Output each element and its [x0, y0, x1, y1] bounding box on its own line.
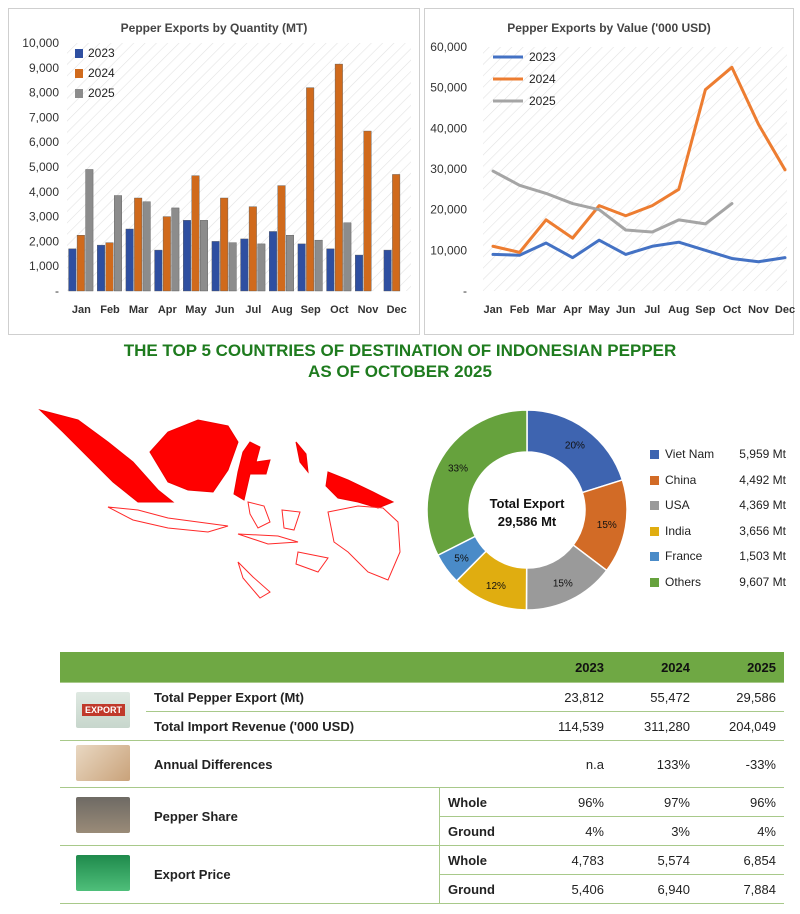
legend-label: France	[665, 549, 703, 563]
title-line: AS OF OCTOBER 2025	[308, 362, 492, 381]
sub-label: Ground	[440, 817, 527, 846]
legend-label: 2023	[529, 50, 556, 64]
quantity-chart-panel	[8, 8, 420, 335]
legend-item	[650, 497, 790, 515]
legend-swatch	[650, 527, 659, 536]
page-title	[0, 340, 800, 382]
legend-label: USA	[665, 498, 690, 512]
x-tick-label: Sep	[300, 304, 321, 316]
x-tick-label: Feb	[100, 304, 120, 316]
cell-value: 5,574	[612, 846, 698, 875]
cell-value: 5,406	[526, 875, 612, 904]
year-header: 2024	[612, 652, 698, 683]
bar	[220, 198, 228, 291]
legend-value: 4,492 Mt	[739, 472, 786, 487]
bar	[106, 243, 114, 291]
y-tick-label: 8,000	[28, 85, 59, 100]
bar	[335, 64, 343, 291]
line-chart	[425, 9, 796, 334]
bar	[86, 169, 94, 291]
legend-swatch	[650, 578, 659, 587]
x-tick-label: May	[588, 304, 610, 316]
table-row	[60, 741, 784, 788]
bar	[315, 240, 323, 291]
center-value: 29,586 Mt	[497, 514, 557, 529]
bar	[192, 176, 200, 291]
donut-chart	[422, 405, 632, 615]
legend-item	[650, 548, 790, 566]
bar	[229, 243, 237, 291]
y-tick-label: 3,000	[28, 209, 59, 224]
cell-value: 7,884	[698, 875, 784, 904]
cell-value: 204,049	[698, 712, 784, 741]
legend-label: China	[665, 472, 697, 487]
bar	[143, 202, 151, 291]
bar	[249, 207, 256, 291]
chart-title: Pepper Exports by Quantity (MT)	[120, 21, 308, 35]
share-thumbnail	[60, 788, 146, 846]
legend-value: 5,959 Mt	[739, 447, 786, 461]
cell-value: 29,586	[698, 683, 784, 712]
slice-percent-label: 15%	[596, 519, 617, 531]
bar	[163, 217, 171, 291]
row-label: Annual Differences	[146, 741, 526, 788]
x-tick-label: Jan	[483, 304, 503, 316]
slice-percent-label: 12%	[485, 580, 506, 592]
legend-label: India	[665, 523, 692, 538]
group-label: Export Price	[146, 846, 440, 904]
cell-value: n.a	[526, 741, 612, 788]
summary-table	[60, 652, 784, 904]
bar	[306, 88, 314, 291]
legend-swatch	[650, 501, 659, 510]
indonesia-map	[38, 402, 408, 602]
x-tick-label: Apr	[157, 304, 177, 316]
legend-value: 1,503 Mt	[739, 549, 786, 563]
y-tick-label: 9,000	[28, 60, 59, 75]
cell-value: 96%	[698, 788, 784, 817]
bar	[77, 235, 85, 291]
legend-label: 2025	[529, 94, 556, 108]
bar	[286, 235, 294, 291]
y-tick-label: 6,000	[28, 135, 59, 150]
bar	[241, 239, 249, 291]
legend-value: 4,369 Mt	[739, 498, 786, 512]
y-tick-label: 10,000	[430, 243, 467, 258]
bar	[269, 231, 277, 291]
slice-percent-label: 20%	[564, 440, 585, 452]
legend-swatch	[650, 476, 659, 485]
x-tick-label: Dec	[386, 304, 407, 316]
x-tick-label: Apr	[563, 304, 583, 316]
x-tick-label: Oct	[330, 304, 349, 316]
x-tick-label: Dec	[774, 304, 796, 316]
table-row	[60, 846, 784, 875]
x-tick-label: Oct	[722, 304, 742, 316]
x-tick-label: Aug	[271, 304, 293, 316]
legend-label: Others	[665, 574, 702, 589]
cell-value: 133%	[612, 741, 698, 788]
cell-value: 4%	[526, 817, 612, 846]
y-tick-label: 4,000	[28, 184, 59, 199]
bar	[392, 174, 400, 291]
table-row	[60, 712, 784, 741]
bar	[134, 198, 142, 291]
cell-value: 4%	[698, 817, 784, 846]
y-tick-label: -	[55, 284, 59, 298]
bar	[344, 223, 352, 291]
sub-label: Whole	[440, 846, 527, 875]
y-tick-label: 40,000	[430, 121, 467, 136]
year-header: 2023	[526, 652, 612, 683]
bar	[327, 249, 335, 291]
y-tick-label: 7,000	[28, 110, 59, 125]
group-label: Pepper Share	[146, 788, 440, 846]
legend-item	[650, 523, 790, 541]
y-tick-label: -	[463, 284, 467, 298]
bar	[97, 245, 105, 291]
bar	[69, 249, 77, 291]
x-tick-label: Jan	[71, 304, 91, 316]
x-tick-label: Nov	[748, 304, 769, 316]
y-tick-label: 20,000	[430, 202, 467, 217]
export-badge: EXPORT	[82, 704, 125, 716]
slice-percent-label: 5%	[454, 553, 469, 565]
legend-item	[650, 446, 790, 464]
bar	[212, 241, 220, 291]
row-label: Total Import Revenue ('000 USD)	[146, 712, 526, 741]
legend-swatch	[650, 552, 659, 561]
y-tick-label: 30,000	[430, 162, 467, 176]
legend-swatch	[75, 69, 83, 78]
legend-label: Viet Nam	[665, 447, 715, 461]
legend-swatch	[75, 89, 83, 98]
bar	[126, 229, 133, 291]
cell-value: 96%	[526, 788, 612, 817]
bar	[258, 244, 266, 291]
x-tick-label: Jun	[214, 304, 235, 316]
legend-item	[650, 574, 790, 592]
y-tick-label: 2,000	[28, 234, 59, 249]
legend-label: 2023	[88, 46, 115, 60]
cell-value: 23,812	[526, 683, 612, 712]
donut-slice	[427, 410, 527, 555]
cell-value: 97%	[612, 788, 698, 817]
legend-value: 9,607 Mt	[739, 574, 786, 589]
title-line: THE TOP 5 COUNTRIES OF DESTINATION OF INDONESIAN PEPPER	[123, 341, 677, 360]
export-thumbnail	[60, 683, 146, 741]
growth-thumbnail	[60, 741, 146, 788]
bar	[384, 250, 392, 291]
cell-value: 114,539	[526, 712, 612, 741]
bar	[155, 250, 163, 291]
price-thumbnail	[60, 846, 146, 904]
y-tick-label: 5,000	[28, 160, 59, 174]
cell-value: 6,854	[698, 846, 784, 875]
bar	[355, 255, 363, 291]
bar-chart	[9, 9, 419, 334]
table-row	[60, 683, 784, 712]
slice-percent-label: 15%	[552, 578, 573, 590]
bar	[298, 244, 306, 291]
cell-value: 3%	[612, 817, 698, 846]
cell-value: -33%	[698, 741, 784, 788]
y-tick-label: 1,000	[28, 259, 59, 274]
legend-label: 2025	[88, 86, 115, 100]
cell-value: 6,940	[612, 875, 698, 904]
bar	[278, 186, 286, 291]
slice-percent-label: 33%	[447, 463, 468, 475]
legend-swatch	[75, 49, 83, 58]
cell-value: 55,472	[612, 683, 698, 712]
bar	[172, 208, 180, 291]
header-blank	[60, 652, 526, 683]
table-header-row	[60, 652, 784, 683]
bar	[183, 220, 191, 291]
chart-title: Pepper Exports by Value ('000 USD)	[507, 21, 711, 35]
table-row	[60, 788, 784, 817]
year-header: 2025	[698, 652, 784, 683]
y-tick-label: 50,000	[430, 80, 467, 95]
x-tick-label: Jul	[245, 304, 262, 316]
legend-label: 2024	[529, 72, 556, 86]
sub-label: Ground	[440, 875, 527, 904]
x-tick-label: Mar	[128, 304, 149, 316]
x-tick-label: Jun	[615, 304, 636, 316]
bar	[200, 220, 208, 291]
x-tick-label: Aug	[668, 304, 690, 316]
x-tick-label: Sep	[695, 304, 716, 316]
legend-swatch	[650, 450, 659, 459]
sub-label: Whole	[440, 788, 527, 817]
y-tick-label: 10,000	[22, 36, 59, 50]
legend-value: 3,656 Mt	[739, 523, 786, 538]
x-tick-label: Jul	[644, 304, 661, 316]
legend-item	[650, 472, 790, 490]
y-tick-label: 60,000	[430, 40, 467, 54]
x-tick-label: Nov	[357, 304, 379, 316]
value-chart-panel	[424, 8, 794, 335]
x-tick-label: May	[185, 304, 207, 316]
cell-value: 4,783	[526, 846, 612, 875]
cell-value: 311,280	[612, 712, 698, 741]
legend-label: 2024	[88, 66, 115, 80]
bar	[364, 131, 372, 291]
center-label: Total Export	[489, 496, 565, 511]
x-tick-label: Mar	[536, 304, 556, 316]
bar	[114, 196, 122, 291]
row-label: Total Pepper Export (Mt)	[146, 683, 526, 712]
x-tick-label: Feb	[509, 304, 530, 316]
